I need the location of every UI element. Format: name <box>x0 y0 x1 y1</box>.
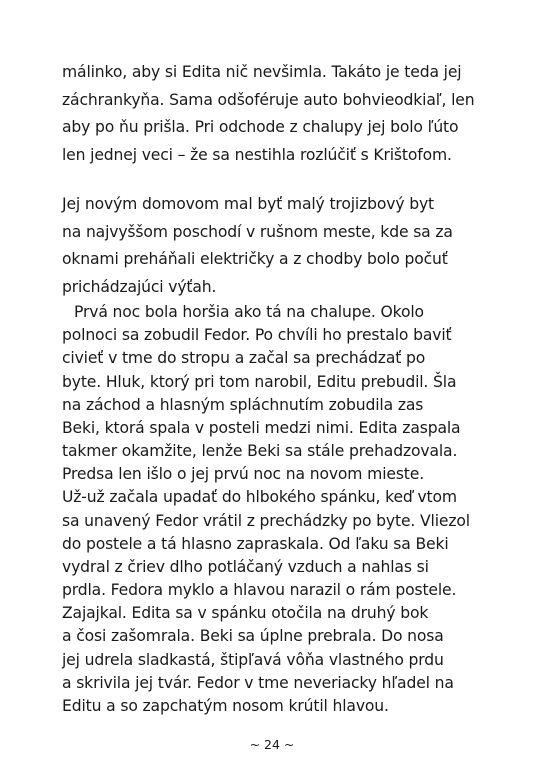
text-line: a čosi zašomrala. Beki sa úplne prebrala. Do nosa <box>62 627 444 646</box>
text-line: civieť v tme do stropu a začal sa prechádzať po <box>62 349 426 368</box>
text-line: Jej novým domovom mal byť malý trojizbový byt <box>62 195 435 213</box>
text-line: na záchod a hlasným spláchnutím zobudila zas <box>62 395 424 414</box>
text-line: polnoci sa zobudil Fedor. Po chvíli ho prestalo baviť <box>62 326 452 345</box>
text-line: Predsa len išlo o jej prvú noc na novom mieste. <box>62 465 425 484</box>
text-line: do postele a tá hlasno zapraskala. Od ľaku sa Beki <box>62 534 449 553</box>
text-line: na najvyššom poschodí v rušnom meste, kde sa za <box>62 222 453 241</box>
text-line: prichádzajúci výťah. <box>62 277 217 296</box>
text-line: jej udrela sladkastá, štipľavá vôňa vlastného prdu <box>62 650 444 669</box>
text-line: byte. Hluk, ktorý pri tom narobil, Editu prebudil. Šla <box>62 372 457 391</box>
page-number: ~ 24 ~ <box>249 737 295 752</box>
text-line: vydral z čriev dlho potláčaný vzduch a nahlas si <box>62 557 429 576</box>
text-line: málinko, aby si Edita nič nevšimla. Takáto je teda jej <box>62 63 462 81</box>
text-line: aby po ňu prišla. Pri odchode z chalupy jej bolo ľúto <box>62 118 459 136</box>
text-line: Editu a so zapchatým nosom krútil hlavou. <box>62 697 389 715</box>
text-line: záchrankyňa. Sama odšoféruje auto bohvieodkiaľ, len <box>62 90 475 109</box>
text-line: len jednej veci – že sa nestihla rozlúčiť s Krištofom. <box>62 145 452 164</box>
text-line: Prvá noc bola horšia ako tá na chalupe. Okolo <box>74 303 424 321</box>
text-line: Beki, ktorá spala v posteli medzi nimi. Edita zaspala <box>62 418 461 437</box>
text-line: oknami preháňali električky a z chodby bolo počuť <box>62 250 448 268</box>
text-line: takmer okamžite, lenže Beki sa stále prehadzovala. <box>62 442 458 461</box>
text-line: Už-už začala upadať do hlbokého spánku, keď vtom <box>62 488 457 507</box>
text-line: Zajajkal. Edita sa v spánku otočila na druhý bok <box>62 604 429 623</box>
text-line: prdla. Fedora myklo a hlavou narazil o rám postele. <box>62 581 457 600</box>
text-line: sa unavený Fedor vrátil z prechádzky po byte. Vliezol <box>62 511 470 530</box>
text-line: a skrivila jej tvár. Fedor v tme neveriacky hľadel na <box>62 673 454 692</box>
